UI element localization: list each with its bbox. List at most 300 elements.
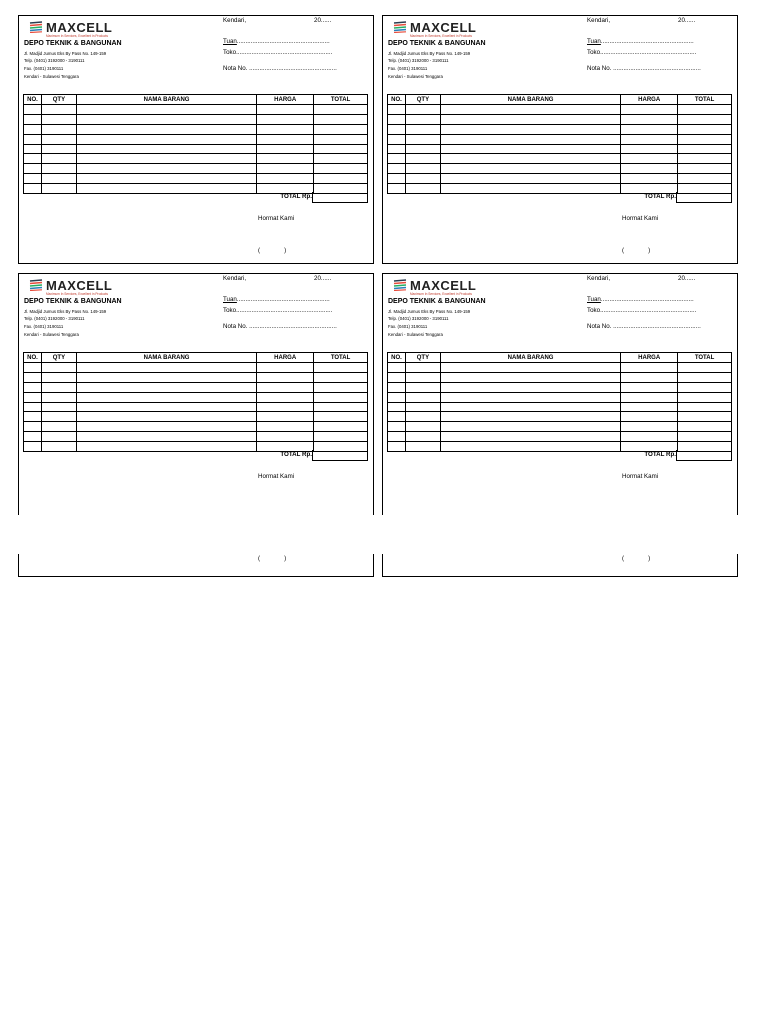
brand-name: MAXCELL	[410, 278, 477, 293]
table-cell	[388, 154, 406, 164]
table-cell	[41, 174, 76, 184]
form-top-border	[18, 15, 374, 16]
table-cell	[257, 124, 314, 134]
table-row	[388, 154, 732, 164]
table-cell	[440, 124, 620, 134]
signature-parentheses: ( )	[258, 247, 287, 254]
table-cell	[440, 402, 620, 412]
company-fax: Fax. (0401) 3190111	[24, 66, 64, 71]
col-nama-barang: NAMA BARANG	[440, 95, 620, 105]
total-row	[23, 450, 368, 461]
table-cell	[440, 392, 620, 402]
company-city: Kendari - Sulawesi Tenggara	[388, 332, 443, 337]
table-cell	[678, 134, 732, 144]
total-box	[312, 450, 368, 461]
table-cell	[24, 114, 42, 124]
table-cell	[621, 105, 678, 115]
table-cell	[314, 372, 368, 382]
company-name: DEPO TEKNIK & BANGUNAN	[24, 40, 122, 47]
table-row	[388, 402, 732, 412]
table-cell	[405, 144, 440, 154]
table-cell	[440, 134, 620, 144]
table-cell	[24, 363, 42, 373]
col-total: TOTAL	[314, 353, 368, 363]
total-box	[676, 450, 732, 461]
table-cell	[405, 164, 440, 174]
total-label: TOTAL Rp.	[644, 451, 676, 458]
col-no: NO.	[24, 95, 42, 105]
table-cell	[678, 114, 732, 124]
table-cell	[314, 105, 368, 115]
table-cell	[41, 164, 76, 174]
table-cell	[388, 412, 406, 422]
nota-field: Nota No. ...................................................	[223, 323, 337, 330]
nota-field: Nota No. ...................................................	[587, 323, 701, 330]
table-cell	[76, 412, 256, 422]
tuan-field	[587, 38, 694, 45]
table-header-row	[24, 95, 368, 105]
col-nama-barang: NAMA BARANG	[440, 353, 620, 363]
form-left-border-stub	[382, 554, 383, 576]
tuan-label: Tuan	[587, 38, 601, 45]
receipt-form	[18, 15, 374, 265]
table-cell	[678, 144, 732, 154]
table-header-row	[388, 95, 732, 105]
table-cell	[621, 124, 678, 134]
table-cell	[257, 402, 314, 412]
table-cell	[678, 392, 732, 402]
table-row	[24, 144, 368, 154]
toko-field: Toko........................................................	[587, 49, 697, 56]
table-row	[388, 372, 732, 382]
total-box	[676, 192, 732, 203]
table-cell	[257, 114, 314, 124]
form-left-border	[382, 273, 383, 515]
table-row	[388, 412, 732, 422]
table-cell	[41, 363, 76, 373]
company-telp: Telp. (0401) 3192000 - 3190111	[388, 316, 449, 321]
table-cell	[314, 174, 368, 184]
total-row	[387, 192, 732, 203]
tuan-label: Tuan	[223, 38, 237, 45]
table-cell	[41, 372, 76, 382]
company-address: Jl. Madjid Jumus Eks By Pass No. 149-159	[24, 309, 107, 314]
tuan-field	[587, 296, 694, 303]
table-row	[388, 144, 732, 154]
table-cell	[257, 372, 314, 382]
table-cell	[388, 105, 406, 115]
table-cell	[678, 105, 732, 115]
table-cell	[388, 164, 406, 174]
table-cell	[388, 124, 406, 134]
table-cell	[678, 382, 732, 392]
col-total: TOTAL	[314, 95, 368, 105]
maxcell-logo-icon	[29, 279, 43, 291]
table-cell	[621, 144, 678, 154]
table-row	[388, 382, 732, 392]
col-qty: QTY	[405, 353, 440, 363]
table-cell	[621, 432, 678, 442]
maxcell-logo-icon	[393, 21, 407, 33]
form-left-border	[18, 15, 19, 263]
items-table	[387, 352, 732, 452]
table-cell	[405, 372, 440, 382]
table-cell	[621, 382, 678, 392]
table-cell	[76, 134, 256, 144]
table-cell	[440, 422, 620, 432]
table-row	[24, 422, 368, 432]
table-cell	[678, 402, 732, 412]
table-cell	[76, 432, 256, 442]
toko-field: Toko........................................................	[223, 307, 333, 314]
hormat-kami: Hormat Kami	[258, 215, 295, 222]
table-cell	[257, 134, 314, 144]
table-cell	[314, 412, 368, 422]
brand-name: MAXCELL	[46, 278, 113, 293]
table-cell	[678, 164, 732, 174]
form-right-border	[373, 273, 374, 515]
toko-field: Toko........................................................	[587, 307, 697, 314]
col-no: NO.	[388, 95, 406, 105]
table-cell	[388, 432, 406, 442]
table-cell	[24, 422, 42, 432]
table-row	[24, 174, 368, 184]
col-harga: HARGA	[257, 95, 314, 105]
table-row	[388, 134, 732, 144]
table-row	[24, 363, 368, 373]
table-cell	[76, 144, 256, 154]
table-row	[24, 402, 368, 412]
company-telp: Telp. (0401) 3192000 - 3190111	[24, 58, 85, 63]
receipt-form	[382, 273, 738, 578]
col-no: NO.	[24, 353, 42, 363]
tuan-dots: ......................................................	[236, 296, 330, 303]
table-cell	[405, 402, 440, 412]
form-right-border	[737, 15, 738, 263]
table-cell	[405, 174, 440, 184]
company-city: Kendari - Sulawesi Tenggara	[388, 74, 443, 79]
date-year: 20......	[314, 275, 332, 282]
col-total: TOTAL	[678, 353, 732, 363]
table-cell	[440, 144, 620, 154]
col-nama-barang: NAMA BARANG	[76, 95, 256, 105]
form-bottom-border	[382, 576, 738, 577]
form-top-border	[382, 15, 738, 16]
table-row	[24, 164, 368, 174]
company-telp: Telp. (0401) 3192000 - 3190111	[388, 58, 449, 63]
hormat-kami: Hormat Kami	[622, 215, 659, 222]
table-row	[388, 363, 732, 373]
total-row	[23, 192, 368, 203]
col-qty: QTY	[405, 95, 440, 105]
table-row	[388, 124, 732, 134]
table-cell	[621, 363, 678, 373]
signature-parentheses: ( )	[622, 555, 651, 562]
table-cell	[405, 392, 440, 402]
tuan-field	[223, 38, 330, 45]
table-cell	[314, 164, 368, 174]
col-harga: HARGA	[621, 353, 678, 363]
maxcell-logo	[29, 21, 112, 38]
table-cell	[314, 124, 368, 134]
total-label: TOTAL Rp.	[644, 193, 676, 200]
company-city: Kendari - Sulawesi Tenggara	[24, 332, 79, 337]
table-cell	[314, 134, 368, 144]
table-cell	[388, 392, 406, 402]
table-row	[24, 105, 368, 115]
table-cell	[678, 422, 732, 432]
form-left-border-stub	[18, 554, 19, 576]
table-header-row	[24, 353, 368, 363]
table-cell	[41, 402, 76, 412]
items-table	[23, 94, 368, 194]
form-right-border	[373, 15, 374, 263]
table-cell	[440, 412, 620, 422]
table-cell	[41, 124, 76, 134]
table-cell	[257, 105, 314, 115]
form-left-border	[382, 15, 383, 263]
table-row	[388, 164, 732, 174]
table-row	[388, 174, 732, 184]
table-cell	[405, 105, 440, 115]
table-cell	[314, 392, 368, 402]
table-cell	[621, 174, 678, 184]
table-cell	[314, 402, 368, 412]
kendari-label: Kendari,	[587, 17, 611, 24]
form-bottom-border	[18, 576, 374, 577]
table-cell	[41, 422, 76, 432]
table-cell	[41, 144, 76, 154]
table-cell	[76, 114, 256, 124]
table-cell	[405, 114, 440, 124]
table-row	[24, 154, 368, 164]
table-cell	[621, 422, 678, 432]
table-row	[388, 422, 732, 432]
table-cell	[440, 174, 620, 184]
company-name: DEPO TEKNIK & BANGUNAN	[388, 40, 486, 47]
table-header-row	[388, 353, 732, 363]
tuan-dots: ......................................................	[236, 38, 330, 45]
table-cell	[678, 363, 732, 373]
company-city: Kendari - Sulawesi Tenggara	[24, 74, 79, 79]
table-cell	[388, 372, 406, 382]
table-row	[24, 372, 368, 382]
table-cell	[388, 363, 406, 373]
table-cell	[24, 144, 42, 154]
table-row	[24, 412, 368, 422]
total-box	[312, 192, 368, 203]
table-cell	[76, 392, 256, 402]
table-cell	[678, 372, 732, 382]
table-cell	[257, 392, 314, 402]
total-label: TOTAL Rp.	[280, 451, 312, 458]
col-no: NO.	[388, 353, 406, 363]
table-cell	[440, 382, 620, 392]
table-cell	[41, 134, 76, 144]
table-cell	[621, 372, 678, 382]
table-row	[388, 105, 732, 115]
table-cell	[440, 114, 620, 124]
table-cell	[314, 144, 368, 154]
hormat-kami: Hormat Kami	[622, 473, 659, 480]
signature-parentheses: ( )	[622, 247, 651, 254]
receipt-form	[382, 15, 738, 265]
table-cell	[388, 144, 406, 154]
table-cell	[24, 164, 42, 174]
table-cell	[41, 114, 76, 124]
col-qty: QTY	[41, 95, 76, 105]
form-right-border-stub	[737, 554, 738, 576]
table-cell	[440, 432, 620, 442]
table-row	[388, 432, 732, 442]
table-cell	[24, 402, 42, 412]
table-cell	[76, 174, 256, 184]
table-cell	[388, 382, 406, 392]
table-row	[24, 134, 368, 144]
table-cell	[257, 154, 314, 164]
table-row	[24, 114, 368, 124]
table-row	[388, 392, 732, 402]
table-cell	[405, 382, 440, 392]
table-cell	[257, 422, 314, 432]
table-cell	[621, 412, 678, 422]
table-cell	[257, 432, 314, 442]
table-cell	[621, 114, 678, 124]
form-top-border	[382, 273, 738, 274]
table-cell	[440, 105, 620, 115]
brand-slogan: Maximum In Services, Excellent in Products	[410, 34, 473, 38]
tuan-label: Tuan	[223, 296, 237, 303]
table-cell	[24, 372, 42, 382]
hormat-kami: Hormat Kami	[258, 473, 295, 480]
table-cell	[76, 382, 256, 392]
table-cell	[76, 124, 256, 134]
table-cell	[405, 124, 440, 134]
table-cell	[440, 363, 620, 373]
table-cell	[440, 372, 620, 382]
col-total: TOTAL	[678, 95, 732, 105]
table-cell	[24, 412, 42, 422]
table-cell	[314, 422, 368, 432]
table-cell	[314, 363, 368, 373]
table-row	[24, 382, 368, 392]
maxcell-logo-icon	[393, 279, 407, 291]
table-cell	[314, 154, 368, 164]
form-right-border	[737, 273, 738, 515]
table-row	[24, 124, 368, 134]
maxcell-logo	[393, 21, 476, 38]
table-cell	[388, 422, 406, 432]
table-cell	[405, 363, 440, 373]
table-cell	[257, 174, 314, 184]
table-cell	[621, 154, 678, 164]
tuan-label: Tuan	[587, 296, 601, 303]
table-cell	[24, 392, 42, 402]
form-bottom-border	[382, 263, 738, 264]
company-fax: Fax. (0401) 3190111	[24, 324, 64, 329]
company-address: Jl. Madjid Jumus Eks By Pass No. 149-159	[388, 309, 471, 314]
kendari-label: Kendari,	[223, 275, 247, 282]
brand-name: MAXCELL	[410, 20, 477, 35]
table-cell	[678, 124, 732, 134]
table-cell	[24, 154, 42, 164]
table-cell	[41, 412, 76, 422]
table-cell	[41, 392, 76, 402]
nota-field: Nota No. ...................................................	[223, 65, 337, 72]
table-cell	[76, 363, 256, 373]
table-cell	[621, 164, 678, 174]
table-cell	[621, 402, 678, 412]
table-cell	[24, 432, 42, 442]
table-cell	[405, 432, 440, 442]
table-row	[388, 114, 732, 124]
table-cell	[257, 363, 314, 373]
table-cell	[405, 134, 440, 144]
table-cell	[388, 134, 406, 144]
table-cell	[314, 432, 368, 442]
signature-parentheses: ( )	[258, 555, 287, 562]
tuan-dots: ......................................................	[600, 38, 694, 45]
table-row	[24, 432, 368, 442]
company-fax: Fax. (0401) 3190111	[388, 324, 428, 329]
toko-field: Toko........................................................	[223, 49, 333, 56]
company-name: DEPO TEKNIK & BANGUNAN	[388, 298, 486, 305]
company-address: Jl. Madjid Jumus Eks By Pass No. 149-159	[24, 51, 107, 56]
tuan-field	[223, 296, 330, 303]
table-cell	[76, 105, 256, 115]
table-cell	[24, 124, 42, 134]
maxcell-logo-icon	[29, 21, 43, 33]
table-row	[24, 392, 368, 402]
table-cell	[678, 412, 732, 422]
receipt-form	[18, 273, 374, 578]
table-cell	[388, 174, 406, 184]
kendari-label: Kendari,	[223, 17, 247, 24]
date-year: 20......	[678, 275, 696, 282]
company-name: DEPO TEKNIK & BANGUNAN	[24, 298, 122, 305]
brand-name: MAXCELL	[46, 20, 113, 35]
brand-slogan: Maximum In Services, Excellent in Products	[46, 34, 109, 38]
table-cell	[24, 134, 42, 144]
form-right-border-stub	[373, 554, 374, 576]
table-cell	[76, 164, 256, 174]
table-cell	[257, 412, 314, 422]
nota-field: Nota No. ...................................................	[587, 65, 701, 72]
table-cell	[621, 392, 678, 402]
table-cell	[678, 174, 732, 184]
table-cell	[405, 412, 440, 422]
total-row	[387, 450, 732, 461]
table-cell	[405, 422, 440, 432]
brand-slogan: Maximum In Services, Excellent in Products	[410, 292, 473, 296]
table-cell	[41, 432, 76, 442]
form-top-border	[18, 273, 374, 274]
col-harga: HARGA	[621, 95, 678, 105]
table-cell	[405, 154, 440, 164]
col-nama-barang: NAMA BARANG	[76, 353, 256, 363]
table-cell	[76, 422, 256, 432]
brand-slogan: Maximum In Services, Excellent in Products	[46, 292, 109, 296]
table-cell	[257, 382, 314, 392]
items-table	[23, 352, 368, 452]
col-qty: QTY	[41, 353, 76, 363]
table-cell	[388, 114, 406, 124]
table-cell	[257, 164, 314, 174]
table-cell	[621, 134, 678, 144]
table-cell	[24, 105, 42, 115]
col-harga: HARGA	[257, 353, 314, 363]
company-telp: Telp. (0401) 3192000 - 3190111	[24, 316, 85, 321]
